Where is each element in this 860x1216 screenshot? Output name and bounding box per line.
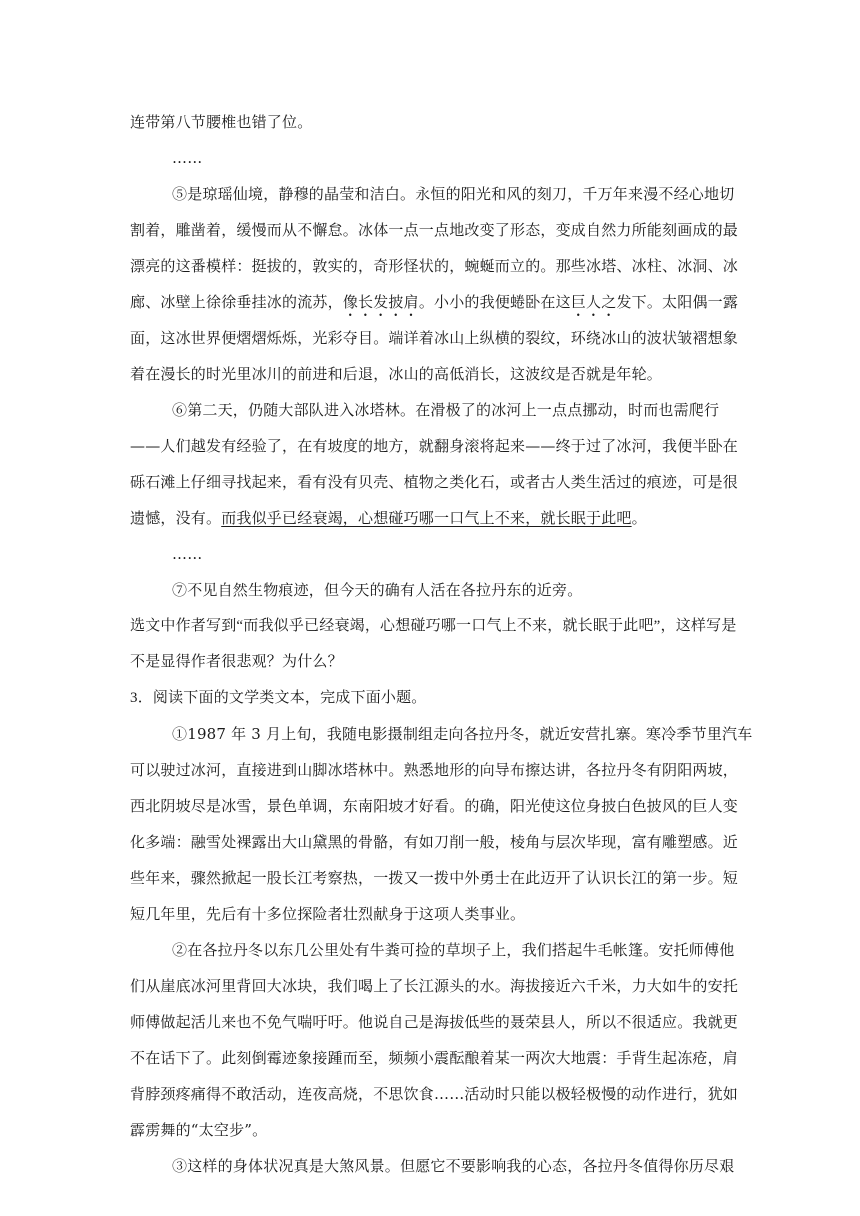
question-heading: 3．阅读下面的文学类文本，完成下面小题。 [130,690,427,706]
passage-line: 连带第八节腰椎也错了位。 [130,113,313,131]
paragraph-1-line: 西北阴坡尽是冰雪，景色单调，东南阳坡才好看。的确，阳光使这位身披白色披风的巨人变 [130,797,739,815]
paragraph-6-line: ⑥第二天，仍随大部队进入冰塔林。在滑极了的冰河上一点点挪动，时而也需爬行 [172,401,720,419]
paragraph-5-line: 漂亮的这番模样：挺拔的，敦实的，奇形怪状的，蜿蜒而立的。那些冰塔、冰柱、冰洞、冰 [130,257,739,275]
emphasized-phrase: 巨人之 [570,293,617,311]
paragraph-3-line: ③这样的身体状况真是大煞风景。但愿它不要影响我的心态，各拉丹冬值得你历尽艰 [172,1157,735,1175]
paragraph-1-line: 些年来，骤然掀起一股长江考察热，一拨又一拨中外勇士在此迈开了认识长江的第一步。短 [130,869,739,887]
paragraph-5-line: 割着，雕凿着，缓慢而从不懈怠。冰体一点一点地改变了形态，变成自然力所能刻画成的最 [130,221,739,239]
emphasized-phrase: 像长发披肩 [342,293,419,311]
paragraph-1-line: ①1987 年 3 月上旬，我随电影摄制组走向各拉丹冬，就近安营扎寨。寒冷季节里汽车 [172,725,753,743]
paragraph-2-line: 背脖颈疼痛得不敢活动，连夜高烧，不思饮食……活动时只能以极轻极慢的动作进行，犹如 [130,1085,739,1103]
paragraph-5-line [130,292,739,320]
paragraph-6-line: ——人们越发有经验了，在有坡度的地方，就翻身滚将起来——终于过了冰河，我便半卧在 [130,437,739,455]
ellipsis-line: …… [172,149,203,167]
ellipsis-line: …… [172,545,203,563]
text-segment: 发下。太阳偶一露 [616,293,739,311]
paragraph-6-line: 砾石滩上仔细寻找起来，看有没有贝壳、植物之类化石，或者古人类生活过的痕迹，可是很 [130,473,739,491]
paragraph-2-line: 霹雳舞的“太空步”。 [130,1121,268,1139]
paragraph-5-line: 面，这冰世界便熠熠烁烁，光彩夺目。端详着冰山上纵横的裂纹，环绕冰山的波状皱褶想象 [130,329,739,347]
paragraph-2-line: 们从崖底冰河里背回大冰块，我们喝上了长江源头的水。海拔接近六千米，力大如牛的安托 [130,977,739,995]
paragraph-1-line: 可以驶过冰河，直接进到山脚冰塔林中。熟悉地形的向导布擦达讲，各拉丹冬有阴阳两坡， [130,761,739,779]
text-segment: 。小小的我便蜷卧在这 [418,293,571,311]
paragraph-1-line: 短几年里，先后有十多位探险者壮烈献身于这项人类事业。 [130,905,526,923]
text-segment: 遗憾，没有。 [130,509,222,527]
question-text: 选文中作者写到“而我似乎已经衰竭，心想碰巧哪一口气上不来，就长眠于此吧”，这样写是 [130,618,737,634]
paragraph-5-line: ⑤是琼瑶仙境，静穆的晶莹和洁白。永恒的阳光和风的刻刀，千万年来漫不经心地切 [172,185,735,203]
paragraph-7-line: ⑦不见自然生物痕迹，但今天的确有人活在各拉丹东的近旁。 [172,581,583,599]
paragraph-5-line: 着在漫长的时光里冰川的前进和后退，冰山的高低消长，这波纹是否就是年轮。 [130,365,663,383]
paragraph-2-line: 师傅做起活儿来也不免气喘吁吁。他说自己是海拔低些的聂荣县人，所以不很适应。我就更 [130,1013,739,1031]
question-text: 不是显得作者很悲观？为什么？ [130,654,343,670]
paragraph-2-line: 不在话下了。此刻倒霉迹象接踵而至，频频小震酝酿着某一两次大地震：手背生起冻疮，肩 [130,1049,739,1067]
paragraph-1-line: 化多端：融雪处裸露出大山黛黑的骨骼，有如刀削一般，棱角与层次毕现，富有雕塑感。近 [130,833,739,851]
underlined-sentence: 而我似乎已经衰竭，心想碰巧哪一口气上不来，就长眠于此吧 [221,509,632,527]
text-segment: 。 [631,509,647,527]
text-segment: 廊、冰壁上徐徐垂挂冰的流苏， [130,293,343,311]
paragraph-6-line [130,508,730,528]
paragraph-2-line: ②在各拉丹冬以东几公里处有牛粪可捡的草坝子上，我们搭起牛毛帐篷。安托师傅他 [172,941,735,959]
